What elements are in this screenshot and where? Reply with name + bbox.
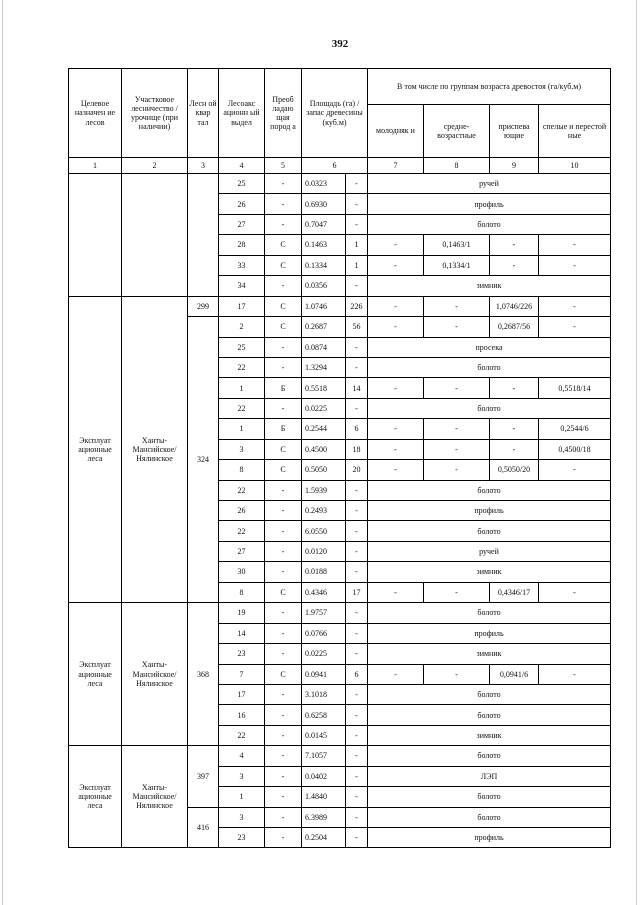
header-premature: приспева ющие	[490, 105, 539, 158]
scan-edge	[2, 0, 3, 905]
header-young: молодняк и	[368, 105, 424, 158]
volume-cell: 1	[346, 255, 368, 275]
allotment-cell: 25	[219, 174, 265, 194]
land-type-cell: профиль	[368, 623, 611, 643]
volume-cell: 20	[346, 460, 368, 480]
mature-cell: -	[539, 255, 611, 275]
district-cell: Ханты-Мансийское/ Нялинское	[122, 746, 188, 848]
premature-cell: -	[490, 419, 539, 439]
land-type-cell: болото	[368, 684, 611, 704]
land-type-cell: профиль	[368, 828, 611, 848]
area-cell: 0.0120	[302, 541, 346, 561]
area-cell: 0.0766	[302, 623, 346, 643]
purpose-cell: Эксплуат ационные леса	[69, 296, 122, 603]
land-type-cell: болото	[368, 807, 611, 827]
area-cell: 1.3294	[302, 357, 346, 377]
middle-aged-cell: -	[424, 460, 490, 480]
species-cell: -	[265, 194, 302, 214]
species-cell: С	[265, 296, 302, 316]
species-cell: С	[265, 255, 302, 275]
species-cell: -	[265, 521, 302, 541]
middle-aged-cell: 0,1463/1	[424, 235, 490, 255]
premature-cell: -	[490, 255, 539, 275]
premature-cell: -	[490, 439, 539, 459]
volume-cell: 6	[346, 419, 368, 439]
area-cell: 0.6258	[302, 705, 346, 725]
allotment-cell: 8	[219, 582, 265, 602]
area-cell: 0.1334	[302, 255, 346, 275]
young-cell: -	[368, 439, 424, 459]
land-type-cell: зимник	[368, 276, 611, 296]
header-area: Площадь (га) /запас древесины (куб.м)	[302, 69, 368, 158]
allotment-cell: 2	[219, 317, 265, 337]
district-cell	[122, 174, 188, 297]
land-type-cell: болото	[368, 603, 611, 623]
volume-cell: -	[346, 276, 368, 296]
volume-cell: -	[346, 828, 368, 848]
volume-cell: -	[346, 398, 368, 418]
table-row	[69, 296, 611, 316]
volume-cell: -	[346, 501, 368, 521]
land-type-cell: зимник	[368, 725, 611, 745]
quarter-cell: 416	[188, 807, 219, 848]
land-type-cell: болото	[368, 705, 611, 725]
area-cell: 0.2687	[302, 317, 346, 337]
column-number: 8	[424, 158, 490, 174]
land-type-cell: зимник	[368, 562, 611, 582]
species-cell: -	[265, 214, 302, 234]
volume-cell: 17	[346, 582, 368, 602]
premature-cell: 0,4346/17	[490, 582, 539, 602]
column-number: 7	[368, 158, 424, 174]
land-type-cell: болото	[368, 214, 611, 234]
premature-cell: 0,2687/56	[490, 317, 539, 337]
young-cell: -	[368, 296, 424, 316]
volume-cell: -	[346, 541, 368, 561]
land-type-cell: ЛЭП	[368, 766, 611, 786]
allotment-cell: 1	[219, 419, 265, 439]
allotment-cell: 26	[219, 501, 265, 521]
area-cell: 3.1018	[302, 684, 346, 704]
premature-cell: 1,0746/226	[490, 296, 539, 316]
mature-cell: -	[539, 664, 611, 684]
premature-cell: 0,0941/6	[490, 664, 539, 684]
volume-cell: -	[346, 746, 368, 766]
allotment-cell: 1	[219, 787, 265, 807]
premature-cell: -	[490, 378, 539, 398]
land-type-cell: просека	[368, 337, 611, 357]
allotment-cell: 26	[219, 194, 265, 214]
species-cell: -	[265, 357, 302, 377]
area-cell: 1.4840	[302, 787, 346, 807]
district-cell: Ханты-Мансийское/ Нялинское	[122, 603, 188, 746]
middle-aged-cell: -	[424, 419, 490, 439]
species-cell: -	[265, 807, 302, 827]
quarter-cell	[188, 174, 219, 297]
young-cell: -	[368, 582, 424, 602]
area-cell: 0.2544	[302, 419, 346, 439]
species-cell: -	[265, 603, 302, 623]
volume-cell: -	[346, 766, 368, 786]
area-cell: 0.0402	[302, 766, 346, 786]
species-cell: -	[265, 705, 302, 725]
species-cell: -	[265, 337, 302, 357]
mature-cell: 0,2544/6	[539, 419, 611, 439]
middle-aged-cell: -	[424, 378, 490, 398]
mature-cell: -	[539, 582, 611, 602]
land-type-cell: болото	[368, 357, 611, 377]
quarter-cell: 299	[188, 296, 219, 316]
young-cell: -	[368, 664, 424, 684]
species-cell: С	[265, 317, 302, 337]
column-number: 2	[122, 158, 188, 174]
species-cell: С	[265, 582, 302, 602]
young-cell: -	[368, 255, 424, 275]
species-cell: С	[265, 235, 302, 255]
table-body	[69, 174, 611, 848]
land-type-cell: профиль	[368, 501, 611, 521]
header-species: Преоб ладаю щая пород а	[265, 69, 302, 158]
page-number: 392	[331, 38, 349, 50]
land-type-cell: болото	[368, 746, 611, 766]
area-cell: 1.0746	[302, 296, 346, 316]
forest-allotment-table	[68, 68, 611, 848]
area-cell: 0.5050	[302, 460, 346, 480]
allotment-cell: 3	[219, 439, 265, 459]
area-cell: 0.0225	[302, 398, 346, 418]
species-cell: -	[265, 480, 302, 500]
area-cell: 0.6930	[302, 194, 346, 214]
allotment-cell: 34	[219, 276, 265, 296]
table-row	[69, 174, 611, 194]
column-number: 9	[490, 158, 539, 174]
land-type-cell: ручей	[368, 541, 611, 561]
allotment-cell: 33	[219, 255, 265, 275]
allotment-cell: 19	[219, 603, 265, 623]
area-cell: 0.0323	[302, 174, 346, 194]
area-cell: 0.0225	[302, 644, 346, 664]
species-cell: С	[265, 460, 302, 480]
land-type-cell: болото	[368, 787, 611, 807]
allotment-cell: 16	[219, 705, 265, 725]
allotment-cell: 22	[219, 480, 265, 500]
header-mature: спелые и перестой ные	[539, 105, 611, 158]
allotment-cell: 7	[219, 664, 265, 684]
species-cell: Б	[265, 419, 302, 439]
young-cell: -	[368, 460, 424, 480]
young-cell: -	[368, 235, 424, 255]
volume-cell: 18	[346, 439, 368, 459]
volume-cell: -	[346, 644, 368, 664]
young-cell: -	[368, 378, 424, 398]
species-cell: -	[265, 623, 302, 643]
volume-cell: -	[346, 174, 368, 194]
allotment-cell: 22	[219, 521, 265, 541]
mature-cell: -	[539, 296, 611, 316]
header-district: Участковое лесничество /урочище (при наличии)	[122, 69, 188, 158]
area-cell: 0.0145	[302, 725, 346, 745]
area-cell: 0.0188	[302, 562, 346, 582]
volume-cell: -	[346, 194, 368, 214]
premature-cell: 0,5050/20	[490, 460, 539, 480]
species-cell: -	[265, 787, 302, 807]
allotment-cell: 3	[219, 766, 265, 786]
species-cell: -	[265, 828, 302, 848]
allotment-cell: 3	[219, 807, 265, 827]
column-number: 5	[265, 158, 302, 174]
quarter-cell: 397	[188, 746, 219, 807]
volume-cell: -	[346, 521, 368, 541]
species-cell: -	[265, 644, 302, 664]
mature-cell: 0,4500/18	[539, 439, 611, 459]
area-cell: 0.5518	[302, 378, 346, 398]
allotment-cell: 4	[219, 746, 265, 766]
area-cell: 7.1057	[302, 746, 346, 766]
area-cell: 1.9757	[302, 603, 346, 623]
area-cell: 0.2504	[302, 828, 346, 848]
area-cell: 0.0874	[302, 337, 346, 357]
middle-aged-cell: -	[424, 317, 490, 337]
species-cell: -	[265, 684, 302, 704]
species-cell: С	[265, 664, 302, 684]
scan-edge	[636, 0, 637, 905]
land-type-cell: болото	[368, 521, 611, 541]
district-cell: Ханты-Мансийское/ Нялинское	[122, 296, 188, 603]
area-cell: 0.4346	[302, 582, 346, 602]
area-cell: 0.1463	[302, 235, 346, 255]
column-number: 6	[302, 158, 368, 174]
mature-cell: -	[539, 317, 611, 337]
allotment-cell: 23	[219, 644, 265, 664]
species-cell: -	[265, 174, 302, 194]
header-purpose: Целевое назначен ие лесов	[69, 69, 122, 158]
allotment-cell: 22	[219, 725, 265, 745]
volume-cell: -	[346, 684, 368, 704]
allotment-cell: 27	[219, 541, 265, 561]
area-cell: 6.3989	[302, 807, 346, 827]
middle-aged-cell: -	[424, 296, 490, 316]
allotment-cell: 8	[219, 460, 265, 480]
purpose-cell: Эксплуат ационные леса	[69, 603, 122, 746]
volume-cell: 1	[346, 235, 368, 255]
column-number: 4	[219, 158, 265, 174]
middle-aged-cell: 0,1334/1	[424, 255, 490, 275]
allotment-cell: 28	[219, 235, 265, 255]
land-type-cell: ручей	[368, 174, 611, 194]
header-age-groups: В том числе по группам возраста древостоя (га/куб.м)	[368, 69, 611, 105]
species-cell: -	[265, 725, 302, 745]
species-cell: -	[265, 501, 302, 521]
volume-cell: -	[346, 807, 368, 827]
land-type-cell: болото	[368, 480, 611, 500]
species-cell: С	[265, 439, 302, 459]
volume-cell: 226	[346, 296, 368, 316]
premature-cell: -	[490, 235, 539, 255]
allotment-cell: 22	[219, 357, 265, 377]
allotment-cell: 30	[219, 562, 265, 582]
young-cell: -	[368, 317, 424, 337]
mature-cell: -	[539, 235, 611, 255]
allotment-cell: 23	[219, 828, 265, 848]
allotment-cell: 1	[219, 378, 265, 398]
header-middle-aged: средне- возрастные	[424, 105, 490, 158]
column-number: 1	[69, 158, 122, 174]
column-number: 3	[188, 158, 219, 174]
species-cell: -	[265, 746, 302, 766]
purpose-cell: Эксплуат ационные леса	[69, 746, 122, 848]
allotment-cell: 17	[219, 684, 265, 704]
quarter-cell: 324	[188, 317, 219, 603]
volume-cell: -	[346, 705, 368, 725]
header-allotment: Лесоакс ационн ый выдел	[219, 69, 265, 158]
middle-aged-cell: -	[424, 439, 490, 459]
volume-cell: 14	[346, 378, 368, 398]
species-cell: -	[265, 276, 302, 296]
column-number: 10	[539, 158, 611, 174]
species-cell: Б	[265, 378, 302, 398]
species-cell: -	[265, 562, 302, 582]
allotment-cell: 25	[219, 337, 265, 357]
area-cell: 0.7047	[302, 214, 346, 234]
allotment-cell: 17	[219, 296, 265, 316]
volume-cell: -	[346, 787, 368, 807]
land-type-cell: профиль	[368, 194, 611, 214]
allotment-cell: 22	[219, 398, 265, 418]
volume-cell: 56	[346, 317, 368, 337]
quarter-cell: 368	[188, 603, 219, 746]
species-cell: -	[265, 766, 302, 786]
table-row	[69, 603, 611, 623]
young-cell: -	[368, 419, 424, 439]
area-cell: 0.2493	[302, 501, 346, 521]
middle-aged-cell: -	[424, 582, 490, 602]
volume-cell: -	[346, 337, 368, 357]
mature-cell: 0,5518/14	[539, 378, 611, 398]
middle-aged-cell: -	[424, 664, 490, 684]
purpose-cell	[69, 174, 122, 297]
area-cell: 0.4500	[302, 439, 346, 459]
land-type-cell: болото	[368, 398, 611, 418]
area-cell: 0.0356	[302, 276, 346, 296]
volume-cell: -	[346, 603, 368, 623]
species-cell: -	[265, 398, 302, 418]
area-cell: 1.5939	[302, 480, 346, 500]
table-row	[69, 746, 611, 766]
species-cell: -	[265, 541, 302, 561]
header-quarter: Лесн ой квар тал	[188, 69, 219, 158]
volume-cell: -	[346, 725, 368, 745]
allotment-cell: 14	[219, 623, 265, 643]
allotment-cell: 27	[219, 214, 265, 234]
volume-cell: -	[346, 480, 368, 500]
area-cell: 6.0550	[302, 521, 346, 541]
volume-cell: -	[346, 562, 368, 582]
volume-cell: -	[346, 214, 368, 234]
volume-cell: 6	[346, 664, 368, 684]
volume-cell: -	[346, 357, 368, 377]
land-type-cell: зимник	[368, 644, 611, 664]
volume-cell: -	[346, 623, 368, 643]
mature-cell: -	[539, 460, 611, 480]
area-cell: 0.0941	[302, 664, 346, 684]
